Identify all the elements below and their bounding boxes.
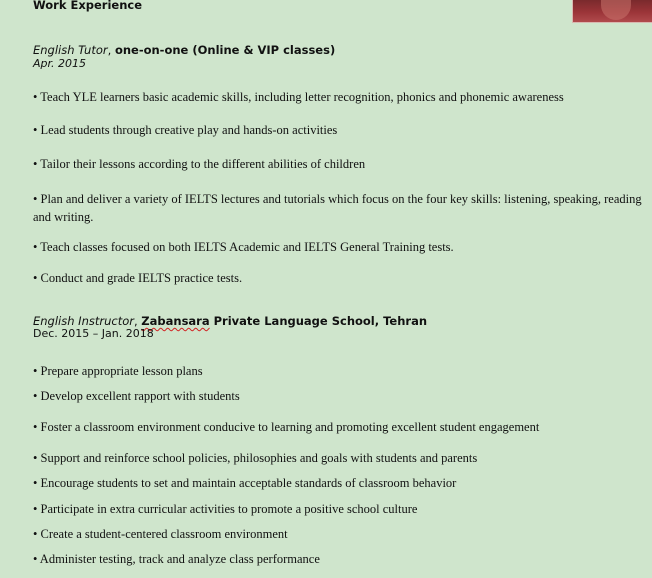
job-separator: , bbox=[107, 43, 115, 57]
job2-bullet-2: • Develop excellent rapport with students bbox=[33, 389, 240, 403]
photo-detail bbox=[601, 0, 631, 20]
profile-photo bbox=[572, 0, 652, 23]
job-organization: one-on-one (Online & VIP classes) bbox=[114, 43, 336, 57]
job-separator: , bbox=[133, 314, 142, 328]
job2-bullet-6: • Participate in extra curricular activities to promote a positive school culture bbox=[33, 502, 418, 516]
job1-bullet-3: • Tailor their lessons according to the different abilities of children bbox=[33, 157, 366, 171]
job-title-2 bbox=[33, 314, 427, 328]
job1-bullet-4: • Plan and deliver a variety of IELTS lectures and tutorials which focus on the four key skills: listening, speaking, reading and writing. bbox=[33, 192, 642, 224]
job-role: English Tutor bbox=[33, 43, 108, 57]
job2-bullet-4: • Support and reinforce school policies, philosophies and goals with students and parents bbox=[33, 451, 478, 465]
job-title-1 bbox=[33, 43, 335, 57]
job2-bullet-1: • Prepare appropriate lesson plans bbox=[33, 364, 203, 378]
job2-bullet-5: • Encourage students to set and maintain acceptable standards of classroom behavior bbox=[33, 476, 457, 490]
section-heading: Work Experience bbox=[33, 0, 143, 12]
job2-bullet-7: • Create a student-centered classroom environment bbox=[33, 527, 288, 541]
job1-bullet-5: • Teach classes focused on both IELTS Academic and IELTS General Training tests. bbox=[33, 240, 454, 254]
job-date-2: Dec. 2015 – Jan. 2018 bbox=[33, 327, 154, 340]
job2-bullet-3: • Foster a classroom environment conducive to learning and promoting excellent student engagement bbox=[33, 420, 540, 434]
job1-bullet-2: • Lead students through creative play and hands-on activities bbox=[33, 123, 338, 137]
job-date-1: Apr. 2015 bbox=[33, 57, 87, 70]
job-organization-flagged: Zabansara bbox=[141, 314, 210, 328]
job1-bullet-1: • Teach YLE learners basic academic skills, including letter recognition, phonics and phonemic awareness bbox=[33, 90, 564, 104]
job1-bullet-6: • Conduct and grade IELTS practice tests. bbox=[33, 271, 243, 285]
job-organization: Private Language School, Tehran bbox=[209, 314, 428, 328]
job-role: English Instructor bbox=[33, 314, 134, 328]
job2-bullet-8: • Administer testing, track and analyze class performance bbox=[33, 552, 320, 566]
